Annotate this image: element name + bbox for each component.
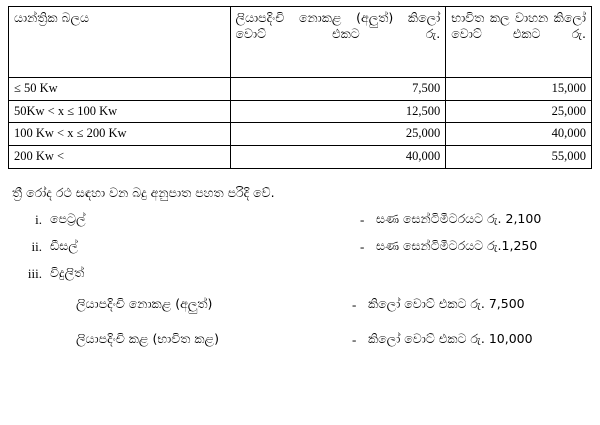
- header-unregistered-new: ලියාපදිංචි නොකළ (අලුත්) කිලෝ වොට් එකට රු.: [230, 7, 446, 78]
- list-item: [8, 238, 592, 256]
- table-row: [9, 100, 592, 123]
- cell-used-rate: 55,000: [446, 145, 592, 168]
- list-marker: ii.: [31, 238, 42, 254]
- cell-new-rate: 7,500: [230, 78, 446, 101]
- cell-new-rate: 40,000: [230, 145, 446, 168]
- table-row: [9, 123, 592, 146]
- list-item: [8, 211, 592, 229]
- sub-item-label: ලියාපදිංචි නොකළ (අලුත්): [76, 296, 213, 312]
- list-item-value: සණ සෙන්ටිමීටරයට රු.1,250: [376, 237, 538, 253]
- list-item-label: ඩීසල්: [50, 237, 78, 253]
- rate-list: [8, 211, 592, 283]
- cell-used-rate: 15,000: [446, 78, 592, 101]
- list-item-dash: -: [360, 238, 365, 254]
- sub-item-dash: -: [352, 331, 357, 347]
- sub-list-item: [8, 296, 592, 314]
- cell-new-rate: 12,500: [230, 100, 446, 123]
- cell-power-range: 50Kw < x ≤ 100 Kw: [9, 100, 231, 123]
- cell-used-rate: 40,000: [446, 123, 592, 146]
- table-row: [9, 78, 592, 101]
- cell-power-range: 200 Kw <: [9, 145, 231, 168]
- lead-paragraph: ත්‍රී රෝද රථ සඳහා වන බදු අනුපාත පහත පරිදි වේ.: [12, 184, 275, 200]
- table-row: [9, 145, 592, 168]
- table-header-row: [9, 7, 592, 78]
- list-item-label: පෙට්‍රල්: [50, 210, 86, 226]
- list-marker: i.: [35, 211, 42, 227]
- cell-power-range: ≤ 50 Kw: [9, 78, 231, 101]
- list-item-value: සණ සෙන්ටිමීටරයට රු. 2,100: [376, 210, 542, 226]
- list-item-label: විදුලිත්: [50, 264, 85, 280]
- sub-item-value: කිලෝ වොට් එකට රු. 10,000: [368, 330, 533, 346]
- sub-item-dash: -: [352, 297, 357, 313]
- sub-list-item: [8, 331, 592, 349]
- list-item: [8, 265, 592, 283]
- electric-sub-rates: [8, 296, 592, 348]
- tax-rate-table: [8, 6, 592, 169]
- list-item-dash: -: [360, 211, 365, 227]
- header-mechanical-power: යාන්ත්‍රික බලය: [9, 7, 231, 78]
- cell-used-rate: 25,000: [446, 100, 592, 123]
- cell-power-range: 100 Kw < x ≤ 200 Kw: [9, 123, 231, 146]
- sub-item-label: ලියාපදිංචි කළ (භාවිත කළ): [76, 330, 219, 346]
- list-marker: iii.: [27, 265, 42, 281]
- sub-item-value: කිලෝ වොට් එකට රු. 7,500: [368, 296, 525, 312]
- header-used-vehicles: භාවිත කල වාහන කිලෝ වොට් එකට රු.: [446, 7, 592, 78]
- cell-new-rate: 25,000: [230, 123, 446, 146]
